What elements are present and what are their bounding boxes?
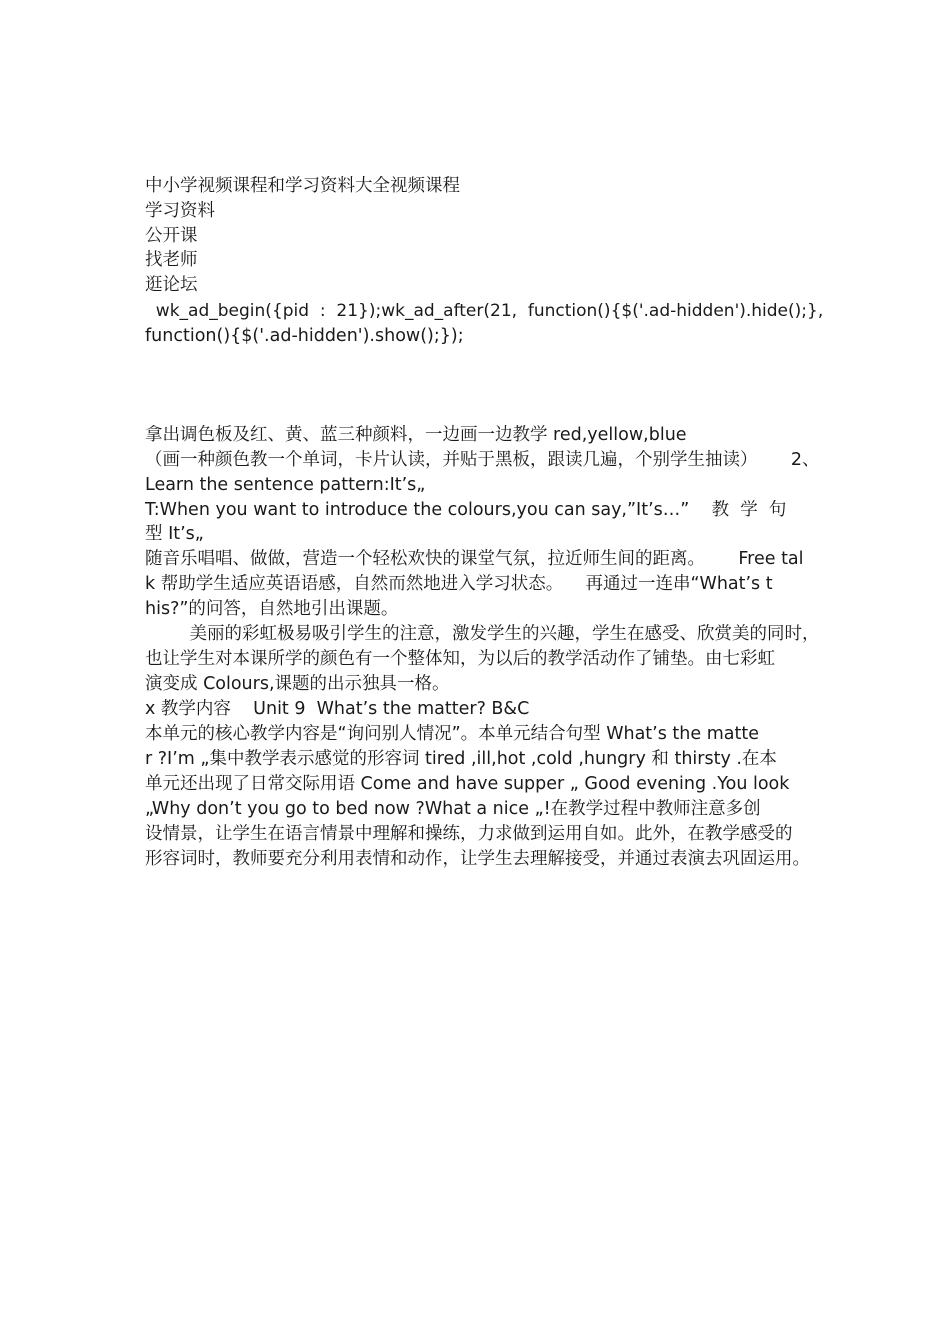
body-line: 演变成 Colours,课题的出示独具一格。 xyxy=(145,674,450,694)
body-line: „Why don’t you go to bed now ?What a nice „!在教学过程中教师注意多创 xyxy=(145,799,761,819)
body-line: Learn the sentence pattern:It’s„ xyxy=(145,475,426,495)
body-line: 随音乐唱唱、做做，营造一个轻松欢快的课堂气氛，拉近师生间的距离。 Free tal xyxy=(145,549,804,569)
body-line: T:When you want to introduce the colours,you can say,”It’s…” 教 学 句 xyxy=(145,500,787,520)
script-text-line-2: function(){$('.ad-hidden').show();}); xyxy=(145,326,464,346)
nav-link-find-teacher[interactable]: 找老师 xyxy=(145,250,198,270)
body-line: 也让学生对本课所学的颜色有一个整体知，为以后的教学活动作了铺垫。由七彩虹 xyxy=(145,649,775,669)
nav-link-forum[interactable]: 逛论坛 xyxy=(145,275,198,295)
body-line: 拿出调色板及红、黄、蓝三种颜料，一边画一边教学 red,yellow,blue xyxy=(145,425,687,445)
script-text-line-1: wk_ad_begin({pid : 21});wk_ad_after(21, function(){$('.ad-hidden').hide();}, xyxy=(145,301,824,321)
body-line: k 帮助学生适应英语语感，自然而然地进入学习状态。 再通过一连串“What’s t xyxy=(145,574,773,594)
section-heading: x 教学内容 Unit 9 What’s the matter? B&C xyxy=(145,699,530,719)
nav-link-study-materials[interactable]: 学习资料 xyxy=(145,201,215,221)
body-line: 形容词时，教师要充分利用表情和动作，让学生去理解接受，并通过表演去巩固运用。 xyxy=(145,849,810,869)
body-line: his?”的问答，自然地引出课题。 xyxy=(145,599,399,619)
body-line: 型 It’s„ xyxy=(145,524,204,544)
nav-link-open-class[interactable]: 公开课 xyxy=(145,226,198,246)
body-line: 单元还出现了日常交际用语 Come and have supper „ Good evening .You look xyxy=(145,774,790,794)
body-line: 设情景，让学生在语言情景中理解和操练，力求做到运用自如。此外，在教学感受的 xyxy=(145,824,793,844)
body-line: （画一种颜色教一个单词，卡片认读，并贴于黑板，跟读几遍，个别学生抽读） 2、 xyxy=(145,450,820,470)
body-line: 本单元的核心教学内容是“询问别人情况”。本单元结合句型 What’s the matte xyxy=(145,724,759,744)
body-line: r ?I’m „集中教学表示感觉的形容词 tired ,ill,hot ,cold ,hungry 和 thirsty .在本 xyxy=(145,749,777,769)
nav-title[interactable]: 中小学视频课程和学习资料大全视频课程 xyxy=(145,176,460,196)
body-line: 美丽的彩虹极易吸引学生的注意，激发学生的兴趣，学生在感受、欣赏美的同时， xyxy=(145,624,820,644)
